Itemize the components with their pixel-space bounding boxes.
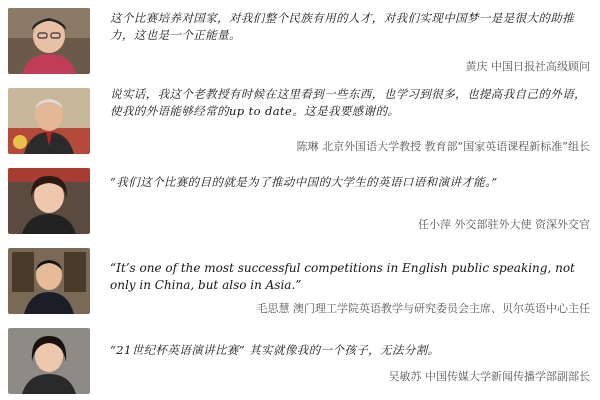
attribution: 任小萍 外交部驻外大使 资深外交官 xyxy=(418,218,590,231)
attribution: 吴敏苏 中国传媒大学新闻传播学部副部长 xyxy=(388,370,590,383)
quote-text: “我们这个比赛的目的就是为了推动中国的大学生的英语口语和演讲才能。” xyxy=(110,175,498,189)
quote-text: “21世纪杯英语演讲比赛” 其实就像我的一个孩子，无法分割。 xyxy=(110,343,440,357)
portrait-photo xyxy=(8,168,90,234)
quote-text: 说实话，我这个老教授有时候在这里看到一些东西，也学习到很多，也提高我自己的外语，使我的外语能够经常的up to date。这是我要感谢的。 xyxy=(110,87,586,118)
testimonial-row xyxy=(0,244,600,316)
attribution: 黄庆 中国日报社高级顾问 xyxy=(465,60,590,73)
testimonial-row xyxy=(0,4,600,76)
quote-text: “It’s one of the most successful competitions in English public speaking, not only in China, but also in Asia.” xyxy=(110,261,575,292)
portrait-photo xyxy=(8,328,90,394)
portrait-photo xyxy=(8,248,90,314)
attribution: 陈琳 北京外国语大学教授 教育部“国家英语课程新标准”组长 xyxy=(296,140,590,153)
portrait-photo xyxy=(8,88,90,154)
attribution: 毛思慧 澳门理工学院英语教学与研究委员会主席、贝尔英语中心主任 xyxy=(256,302,590,315)
testimonial-row xyxy=(0,324,600,396)
testimonial-row xyxy=(0,84,600,156)
testimonial-row xyxy=(0,164,600,236)
quote-text: 这个比赛培养对国家，对我们整个民族有用的人才，对我们实现中国梦一是是很大的助推力，这也是一个正能量。 xyxy=(110,11,575,42)
portrait-photo xyxy=(8,8,90,74)
